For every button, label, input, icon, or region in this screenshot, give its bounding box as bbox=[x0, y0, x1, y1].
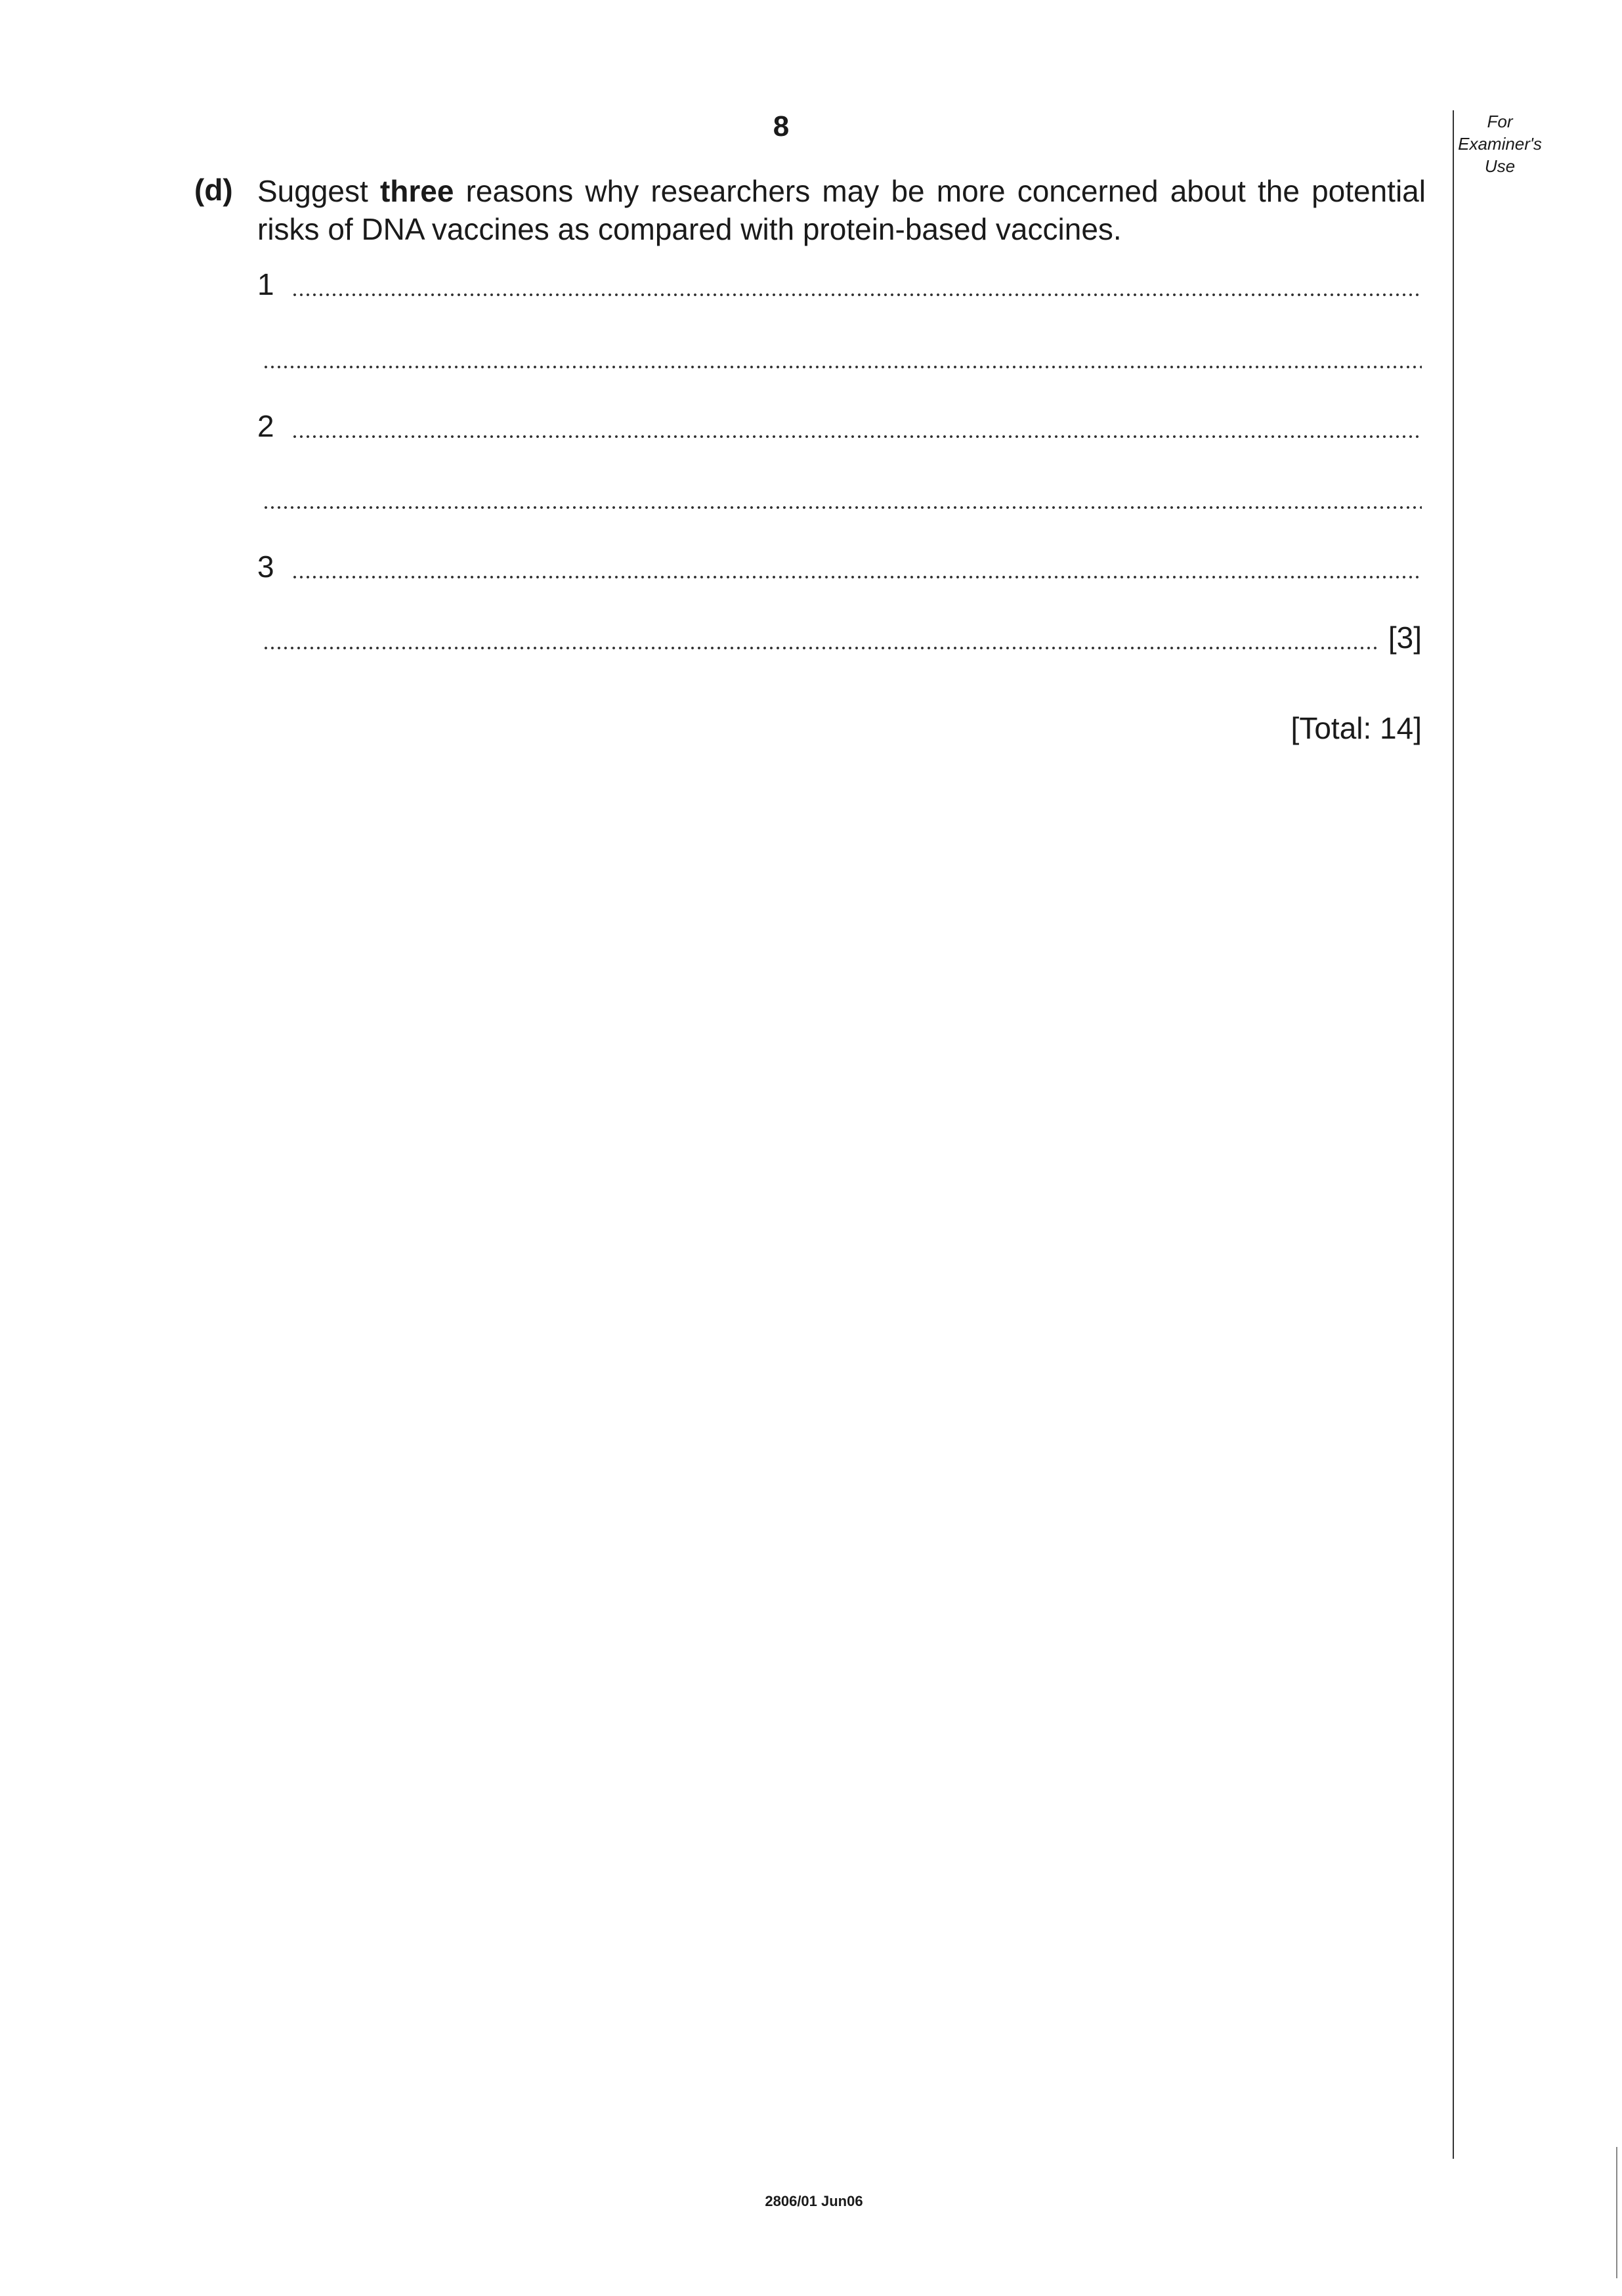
answer-line-1-continued[interactable] bbox=[263, 341, 1422, 374]
answer-line-2[interactable] bbox=[257, 411, 1422, 444]
question-text-start: Suggest bbox=[257, 174, 380, 208]
dotted-line bbox=[263, 506, 1422, 509]
answer-number: 2 bbox=[257, 409, 274, 443]
question-label: (d) bbox=[194, 173, 233, 207]
page-edge-mark bbox=[1616, 2147, 1617, 2278]
dotted-line bbox=[291, 575, 1422, 579]
dotted-line bbox=[291, 293, 1422, 297]
dotted-line bbox=[291, 435, 1422, 439]
question-text-emphasis: three bbox=[379, 174, 454, 208]
total-marks: [Total: 14] bbox=[1291, 711, 1422, 745]
footer-code: 2806/01 Jun06 bbox=[765, 2193, 863, 2209]
examiner-label-line-3: Use bbox=[1484, 156, 1516, 176]
answer-number: 1 bbox=[257, 267, 274, 301]
answer-line-3-continued[interactable] bbox=[263, 622, 1422, 655]
page-number: 8 bbox=[773, 110, 790, 142]
answer-line-3[interactable] bbox=[257, 552, 1422, 584]
dotted-line bbox=[263, 365, 1422, 369]
examiner-margin-line bbox=[1453, 110, 1454, 2159]
examiner-use-label bbox=[1457, 110, 1543, 177]
examiner-label-line-2: Examiner's bbox=[1458, 134, 1542, 154]
question-text bbox=[257, 172, 1426, 248]
answer-line-1[interactable] bbox=[257, 269, 1422, 302]
examiner-label-line-1: For bbox=[1487, 112, 1513, 131]
mark-allocation: [3] bbox=[1388, 620, 1422, 655]
question-text-end: reasons why researchers may be more concerned about the potential risks of DNA vaccines as compared with protein-based vaccines. bbox=[257, 174, 1426, 246]
answer-number: 3 bbox=[257, 550, 274, 584]
dotted-line bbox=[263, 646, 1380, 650]
answer-line-2-continued[interactable] bbox=[263, 482, 1422, 515]
